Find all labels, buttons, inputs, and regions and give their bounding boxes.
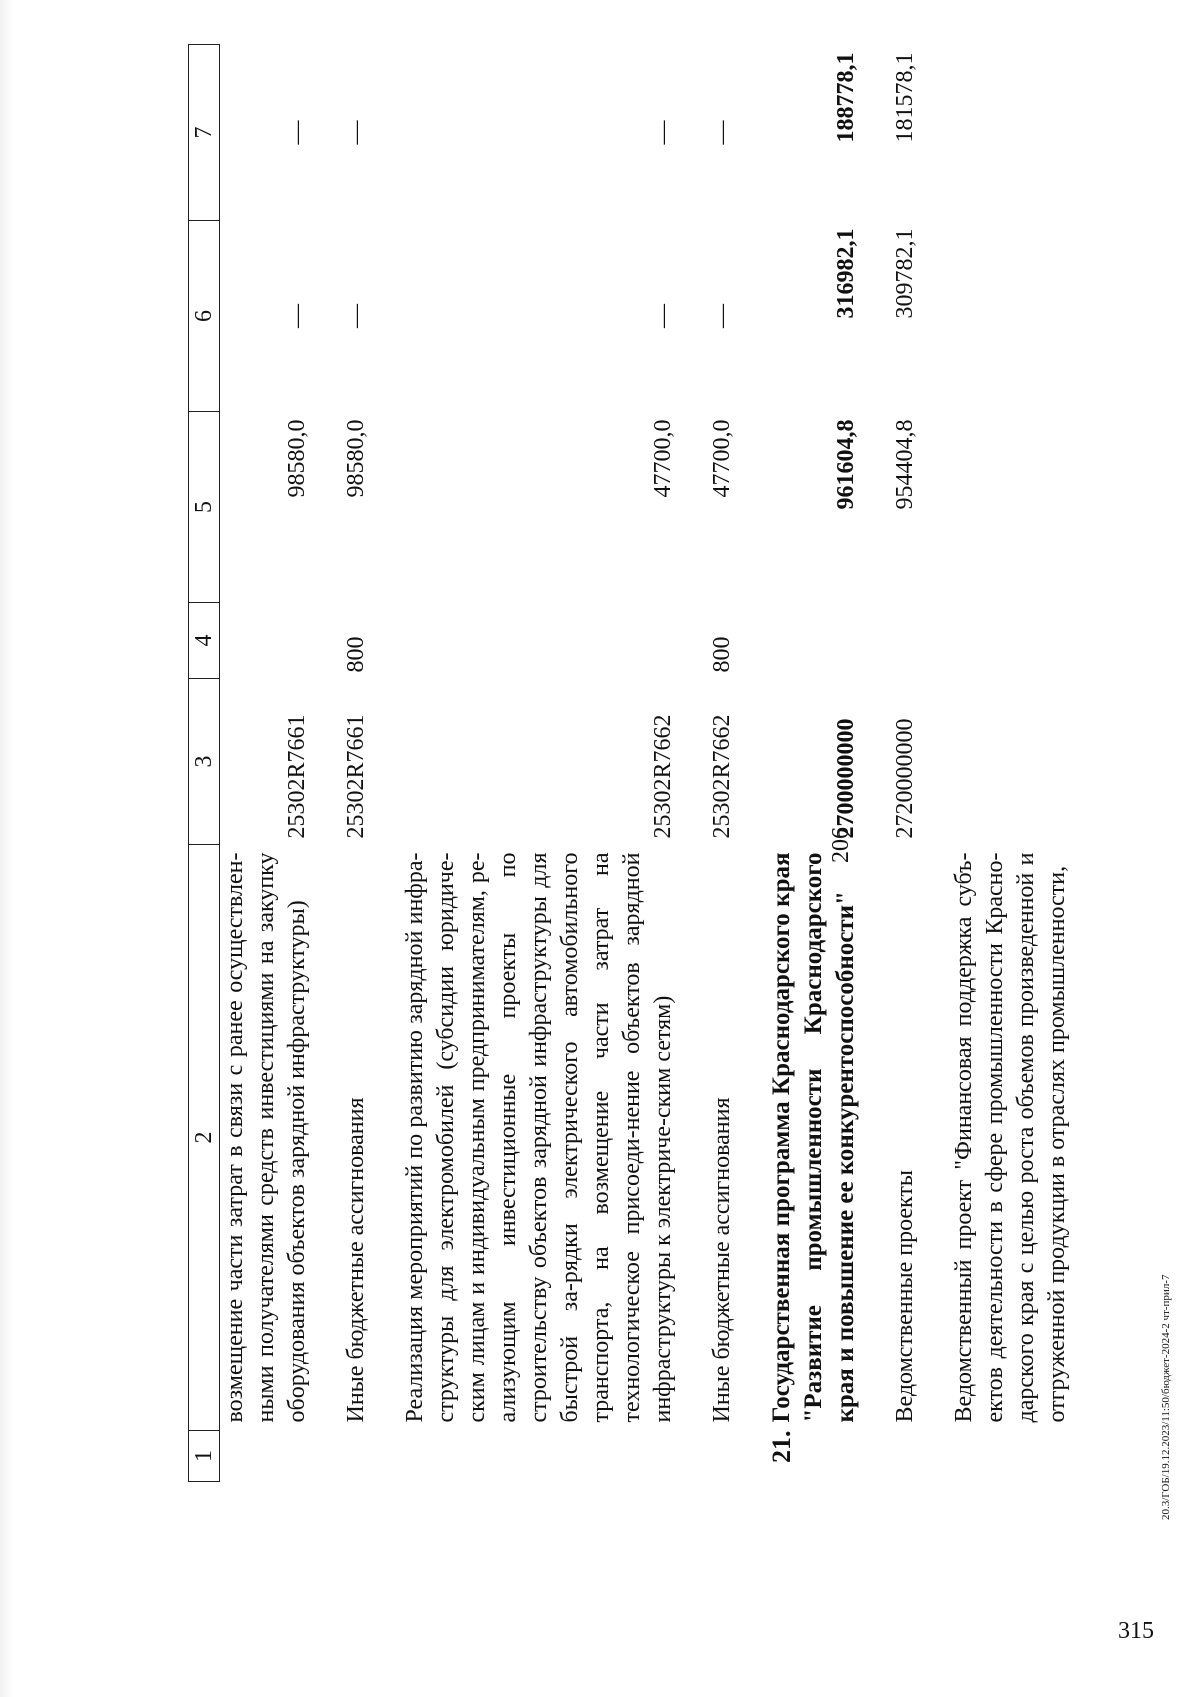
row-number bbox=[707, 1431, 766, 1482]
page-number-top: 206 bbox=[828, 827, 854, 863]
row-value-2026: — bbox=[343, 120, 369, 145]
row-value-2025: — bbox=[650, 304, 676, 328]
row-number bbox=[220, 1431, 342, 1482]
table-row bbox=[400, 45, 707, 1482]
row-number bbox=[890, 1431, 949, 1482]
row-code: 25302R7662 bbox=[709, 714, 735, 839]
row-value-2024: 98580,0 bbox=[343, 419, 369, 498]
table-row bbox=[220, 45, 342, 1482]
header-col-1: 1 bbox=[189, 1431, 220, 1482]
row-code: 25302R7661 bbox=[284, 714, 310, 839]
row-kind bbox=[890, 603, 949, 679]
header-col-6: 6 bbox=[189, 221, 220, 412]
row-number: 21. bbox=[767, 1430, 796, 1463]
table-row bbox=[707, 45, 766, 1482]
header-col-4: 4 bbox=[189, 603, 220, 679]
row-kind bbox=[766, 603, 890, 679]
table-row bbox=[949, 45, 1101, 1482]
row-value-2024: 954404,8 bbox=[892, 419, 918, 510]
table-row-program bbox=[766, 45, 890, 1482]
row-code: 25302R7661 bbox=[343, 714, 369, 839]
table-row bbox=[341, 45, 400, 1482]
header-col-3: 3 bbox=[189, 679, 220, 845]
row-kind: 800 bbox=[343, 636, 369, 673]
row-value-2026 bbox=[949, 45, 1101, 221]
row-value-2026: — bbox=[709, 120, 735, 145]
scan-edge bbox=[0, 0, 14, 1697]
row-value-2025: 316982,1 bbox=[833, 228, 859, 319]
row-number bbox=[341, 1431, 400, 1482]
footer-stamp: 20.3/ГОБ/19.12.2023/11:50/бюджет-2024-2 чт-прил-7 bbox=[1160, 1274, 1172, 1520]
row-description: Иные бюджетные ассигнования bbox=[343, 1097, 369, 1423]
row-value-2026: — bbox=[650, 120, 676, 145]
header-col-7: 7 bbox=[189, 45, 220, 221]
row-description: Иные бюджетные ассигнования bbox=[709, 1097, 735, 1423]
header-row bbox=[189, 45, 220, 1482]
row-code bbox=[949, 679, 1101, 845]
row-value-2026: 181578,1 bbox=[892, 52, 918, 143]
row-value-2024: 98580,0 bbox=[284, 419, 310, 498]
row-value-2026: 188778,1 bbox=[833, 52, 859, 143]
header-col-5: 5 bbox=[189, 412, 220, 603]
row-kind: 800 bbox=[709, 636, 735, 673]
budget-table bbox=[188, 44, 1101, 1482]
row-value-2025: — bbox=[284, 304, 310, 328]
row-kind bbox=[400, 603, 707, 679]
row-code: 25302R7662 bbox=[650, 714, 676, 839]
row-value-2026: — bbox=[284, 120, 310, 145]
row-kind bbox=[949, 603, 1101, 679]
row-value-2025: — bbox=[709, 304, 735, 328]
row-description: Государственная программа Краснодарского края "Развитие промышленности Краснодарского края и повышение ее конкурентоспособности" bbox=[768, 852, 859, 1423]
row-description: возмещение части затрат в связи с ранее осуществлен-ными получателями средств инвестициями на закупку оборудования объектов зарядной инфраструктуры) bbox=[222, 852, 310, 1423]
row-value-2024 bbox=[949, 412, 1101, 603]
table-row bbox=[890, 45, 949, 1482]
row-number bbox=[400, 1431, 707, 1482]
page-number-bottom: 315 bbox=[1118, 1618, 1154, 1644]
row-value-2024: 47700,0 bbox=[709, 419, 735, 498]
row-value-2024: 961604,8 bbox=[833, 419, 859, 510]
row-value-2024: 47700,0 bbox=[650, 419, 676, 498]
row-description: Ведомственные проекты bbox=[892, 1170, 918, 1423]
rotated-page bbox=[100, 0, 1200, 1600]
row-value-2025: 309782,1 bbox=[892, 228, 918, 319]
row-code: 2700000000 bbox=[833, 718, 859, 839]
row-value-2025 bbox=[949, 221, 1101, 412]
row-code: 2720000000 bbox=[892, 718, 918, 839]
row-description: Реализация мероприятий по развитию зарядной инфра-структуры для электромобилей (субсидии юридиче-ским лицам и индивидуальным предпринимателям, ре-ализующим инвестиционные проекты по строительству объектов зарядной инфраструктуры для быстрой за-рядки электрического автомобильного транспорта, на возмещение части затрат на технологическое присоеди-нение объектов зарядной инфраструктуры к электриче-ским сетям) bbox=[402, 852, 676, 1423]
row-description: Ведомственный проект "Финансовая поддержка субъ-ектов деятельности в сфере промышленности Красно-дарского края с целью роста объемов произведенной и отгруженной продукции в отраслях промышленности, bbox=[951, 852, 1070, 1423]
row-number bbox=[949, 1431, 1101, 1482]
row-value-2025: — bbox=[343, 304, 369, 328]
row-kind bbox=[220, 603, 342, 679]
header-col-2: 2 bbox=[189, 845, 220, 1431]
